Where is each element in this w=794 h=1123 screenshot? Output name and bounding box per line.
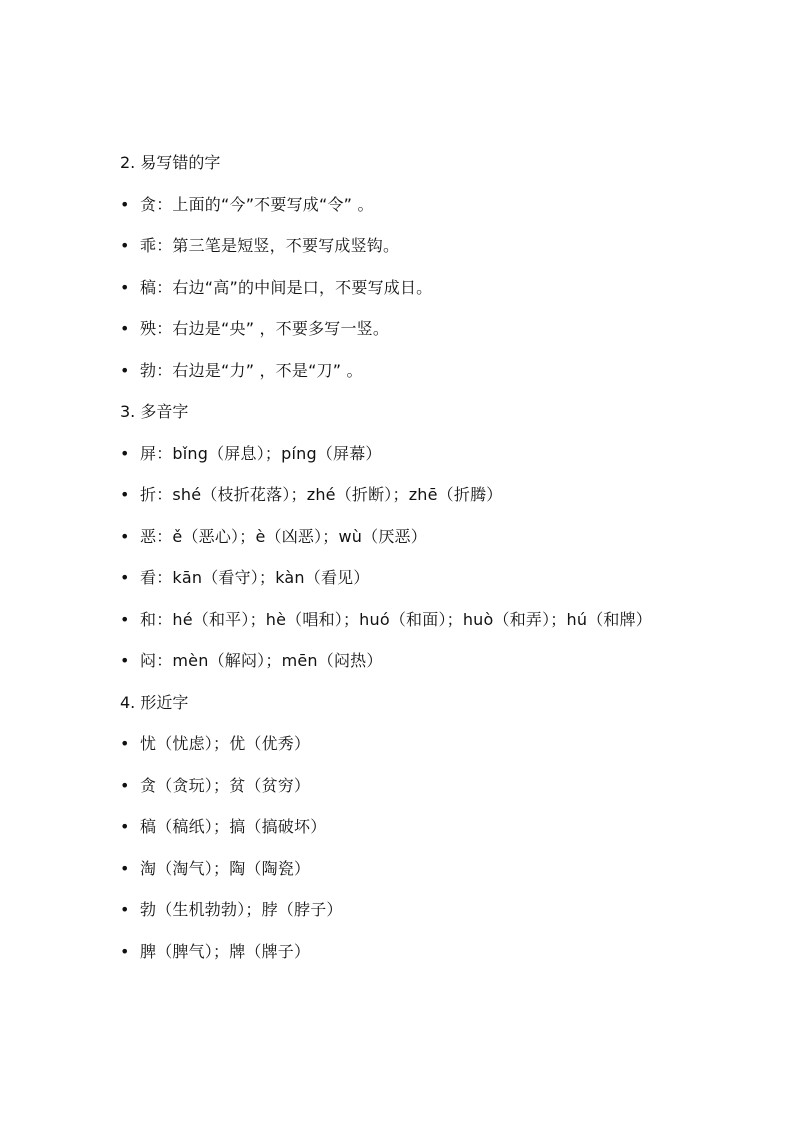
list-item: • 忧（忧虑）；优（优秀） [120, 723, 680, 765]
section-heading-3: 3. 多音字 [120, 402, 189, 421]
bullet: • [120, 360, 130, 380]
list-item: • 贪：上面的“今”不要写成“令” 。 [120, 184, 680, 226]
list-item: • 和：hé（和平）；hè（唱和）；huó（和面）；huò（和弄）；hú（和牌） [120, 599, 680, 641]
list-item: • 勃（生机勃勃）；脖（脖子） [120, 889, 680, 931]
bullet: • [120, 775, 130, 795]
bullet: • [120, 817, 130, 836]
list-item: • 贪（贪玩）；贫（贫穷） [120, 765, 680, 807]
section-heading-4: 4. 形近字 [120, 692, 189, 712]
bullet: • [120, 651, 130, 670]
bullet: • [120, 734, 130, 753]
list-item: • 稿：右边“高”的中间是口，不要写成日。 [120, 267, 680, 309]
bullet: • [120, 941, 130, 961]
bullet: • [120, 443, 130, 463]
bullet: • [120, 277, 130, 297]
list-item: • 折：shé（枝折花落）；zhé（折断）；zhē（折腾） [120, 474, 680, 516]
list-item: • 闷：mèn（解闷）；mēn（闷热） [120, 640, 680, 682]
list-item: • 看：kān（看守）；kàn（看见） [120, 557, 680, 599]
bullet: • [120, 568, 130, 587]
bullet: • [120, 236, 130, 255]
bullet: • [120, 485, 130, 504]
bullet: • [120, 900, 130, 919]
list-item: • 稿（稿纸）；搞（搞破坏） [120, 806, 680, 848]
bullet: • [120, 194, 130, 214]
list-item: • 脾（脾气）；牌（牌子） [120, 931, 680, 973]
list-item: • 恶：ě（恶心）；è（凶恶）；wù（厌恶） [120, 516, 680, 558]
bullet: • [120, 858, 130, 878]
bullet: • [120, 526, 130, 546]
bullet: • [120, 319, 130, 338]
list-item: • 屏：bǐng（屏息）；píng（屏幕） [120, 433, 680, 475]
document-page [120, 142, 680, 972]
list-item: • 殃：右边是“央” ，不要多写一竖。 [120, 308, 680, 350]
section-heading-2: 2. 易写错的字 [120, 153, 221, 172]
list-item: • 淘（淘气）；陶（陶瓷） [120, 848, 680, 890]
bullet: • [120, 609, 130, 629]
list-item: • 勃：右边是“力” ，不是“刀” 。 [120, 350, 680, 392]
list-item: • 乖：第三笔是短竖，不要写成竖钩。 [120, 225, 680, 267]
